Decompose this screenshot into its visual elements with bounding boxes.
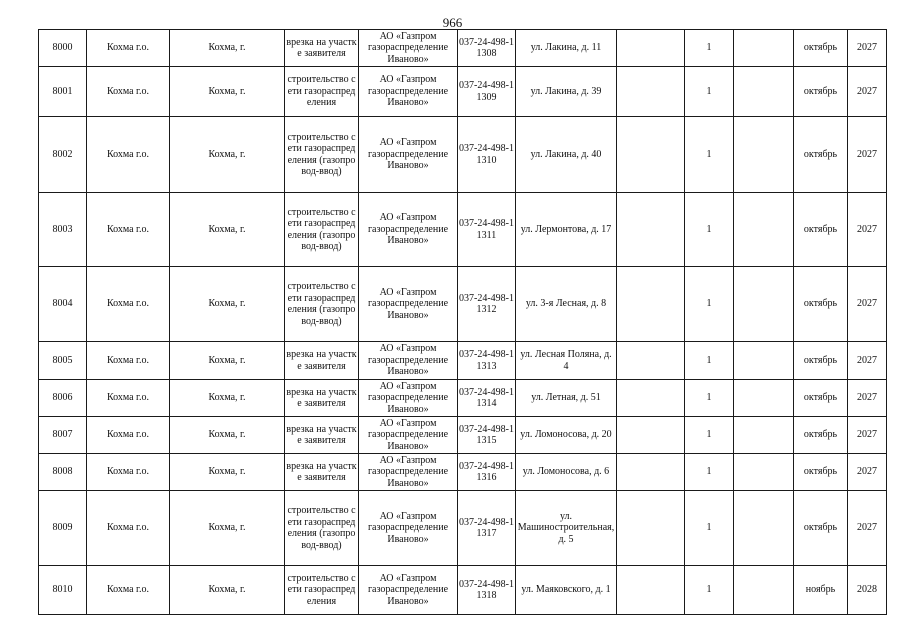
organization-cell: АО «Газпром газораспределение Иваново» [359,342,458,380]
application-code-cell: 037-24-498-11317 [458,491,516,566]
count-cell: 1 [685,566,734,615]
count-cell: 1 [685,67,734,117]
row-number-cell: 8010 [39,566,87,615]
district-cell: Кохма г.о. [87,417,170,454]
table-row [39,417,887,454]
district-cell: Кохма г.о. [87,380,170,417]
table-row [39,67,887,117]
count-cell: 1 [685,417,734,454]
year-cell: 2027 [848,380,887,417]
month-cell: октябрь [794,267,848,342]
row-number-cell: 8007 [39,417,87,454]
table-row [39,193,887,267]
district-cell: Кохма г.о. [87,267,170,342]
year-cell: 2027 [848,67,887,117]
month-cell: ноябрь [794,566,848,615]
table-body [39,30,887,615]
count-cell: 1 [685,193,734,267]
locality-cell: Кохма, г. [170,267,285,342]
row-number-cell: 8003 [39,193,87,267]
locality-cell: Кохма, г. [170,454,285,491]
empty-cell [617,417,685,454]
month-cell: октябрь [794,342,848,380]
locality-cell: Кохма, г. [170,117,285,193]
count-cell: 1 [685,454,734,491]
row-number-cell: 8002 [39,117,87,193]
empty-cell [734,454,794,491]
organization-cell: АО «Газпром газораспределение Иваново» [359,417,458,454]
empty-cell [734,117,794,193]
address-cell: ул. Лакина, д. 39 [516,67,617,117]
locality-cell: Кохма, г. [170,491,285,566]
month-cell: октябрь [794,417,848,454]
count-cell: 1 [685,30,734,67]
work-type-cell: строительство сети газораспределения (газопровод-ввод) [285,267,359,342]
month-cell: октябрь [794,67,848,117]
locality-cell: Кохма, г. [170,417,285,454]
empty-cell [617,342,685,380]
application-code-cell: 037-24-498-11314 [458,380,516,417]
application-code-cell: 037-24-498-11318 [458,566,516,615]
gasification-registry-table [38,29,887,615]
organization-cell: АО «Газпром газораспределение Иваново» [359,380,458,417]
locality-cell: Кохма, г. [170,30,285,67]
empty-cell [617,454,685,491]
address-cell: ул. Лакина, д. 11 [516,30,617,67]
year-cell: 2027 [848,342,887,380]
district-cell: Кохма г.о. [87,117,170,193]
table-row [39,380,887,417]
table-row [39,30,887,67]
address-cell: ул. Маяковского, д. 1 [516,566,617,615]
locality-cell: Кохма, г. [170,380,285,417]
locality-cell: Кохма, г. [170,67,285,117]
work-type-cell: врезка на участке заявителя [285,380,359,417]
organization-cell: АО «Газпром газораспределение Иваново» [359,267,458,342]
empty-cell [734,30,794,67]
table-row [39,491,887,566]
work-type-cell: врезка на участке заявителя [285,342,359,380]
year-cell: 2027 [848,30,887,67]
locality-cell: Кохма, г. [170,342,285,380]
empty-cell [617,117,685,193]
year-cell: 2027 [848,417,887,454]
application-code-cell: 037-24-498-11308 [458,30,516,67]
work-type-cell: строительство сети газораспределения [285,566,359,615]
empty-cell [617,193,685,267]
year-cell: 2027 [848,454,887,491]
year-cell: 2028 [848,566,887,615]
organization-cell: АО «Газпром газораспределение Иваново» [359,30,458,67]
work-type-cell: врезка на участке заявителя [285,454,359,491]
work-type-cell: строительство сети газораспределения (газопровод-ввод) [285,117,359,193]
empty-cell [617,380,685,417]
empty-cell [734,67,794,117]
address-cell: ул. Ломоносова, д. 20 [516,417,617,454]
organization-cell: АО «Газпром газораспределение Иваново» [359,491,458,566]
empty-cell [734,380,794,417]
address-cell: ул. Ломоносова, д. 6 [516,454,617,491]
count-cell: 1 [685,117,734,193]
application-code-cell: 037-24-498-11309 [458,67,516,117]
row-number-cell: 8005 [39,342,87,380]
work-type-cell: строительство сети газораспределения (газопровод-ввод) [285,491,359,566]
empty-cell [617,267,685,342]
application-code-cell: 037-24-498-11313 [458,342,516,380]
work-type-cell: строительство сети газораспределения (газопровод-ввод) [285,193,359,267]
address-cell: ул. Лесная Поляна, д. 4 [516,342,617,380]
application-code-cell: 037-24-498-11315 [458,417,516,454]
empty-cell [734,342,794,380]
district-cell: Кохма г.о. [87,454,170,491]
district-cell: Кохма г.о. [87,491,170,566]
month-cell: октябрь [794,193,848,267]
organization-cell: АО «Газпром газораспределение Иваново» [359,454,458,491]
table-row [39,342,887,380]
application-code-cell: 037-24-498-11311 [458,193,516,267]
count-cell: 1 [685,342,734,380]
count-cell: 1 [685,380,734,417]
row-number-cell: 8000 [39,30,87,67]
address-cell: ул. Лакина, д. 40 [516,117,617,193]
organization-cell: АО «Газпром газораспределение Иваново» [359,67,458,117]
table-row [39,566,887,615]
work-type-cell: врезка на участке заявителя [285,30,359,67]
work-type-cell: врезка на участке заявителя [285,417,359,454]
count-cell: 1 [685,267,734,342]
row-number-cell: 8008 [39,454,87,491]
address-cell: ул. Лермонтова, д. 17 [516,193,617,267]
district-cell: Кохма г.о. [87,67,170,117]
address-cell: ул. 3-я Лесная, д. 8 [516,267,617,342]
address-cell: ул. Летная, д. 51 [516,380,617,417]
empty-cell [617,491,685,566]
district-cell: Кохма г.о. [87,30,170,67]
district-cell: Кохма г.о. [87,193,170,267]
year-cell: 2027 [848,117,887,193]
row-number-cell: 8009 [39,491,87,566]
page-number: 966 [442,15,463,30]
application-code-cell: 037-24-498-11310 [458,117,516,193]
month-cell: октябрь [794,380,848,417]
organization-cell: АО «Газпром газораспределение Иваново» [359,566,458,615]
application-code-cell: 037-24-498-11312 [458,267,516,342]
locality-cell: Кохма, г. [170,193,285,267]
table-row [39,117,887,193]
month-cell: октябрь [794,117,848,193]
empty-cell [734,267,794,342]
empty-cell [617,67,685,117]
application-code-cell: 037-24-498-11316 [458,454,516,491]
row-number-cell: 8004 [39,267,87,342]
count-cell: 1 [685,491,734,566]
month-cell: октябрь [794,491,848,566]
organization-cell: АО «Газпром газораспределение Иваново» [359,193,458,267]
year-cell: 2027 [848,193,887,267]
locality-cell: Кохма, г. [170,566,285,615]
work-type-cell: строительство сети газораспределения [285,67,359,117]
row-number-cell: 8001 [39,67,87,117]
empty-cell [617,30,685,67]
district-cell: Кохма г.о. [87,566,170,615]
table-row [39,454,887,491]
row-number-cell: 8006 [39,380,87,417]
year-cell: 2027 [848,267,887,342]
table-row [39,267,887,342]
empty-cell [734,193,794,267]
year-cell: 2027 [848,491,887,566]
empty-cell [734,566,794,615]
month-cell: октябрь [794,30,848,67]
empty-cell [734,491,794,566]
district-cell: Кохма г.о. [87,342,170,380]
empty-cell [734,417,794,454]
empty-cell [617,566,685,615]
address-cell: ул. Машиностроительная, д. 5 [516,491,617,566]
month-cell: октябрь [794,454,848,491]
organization-cell: АО «Газпром газораспределение Иваново» [359,117,458,193]
